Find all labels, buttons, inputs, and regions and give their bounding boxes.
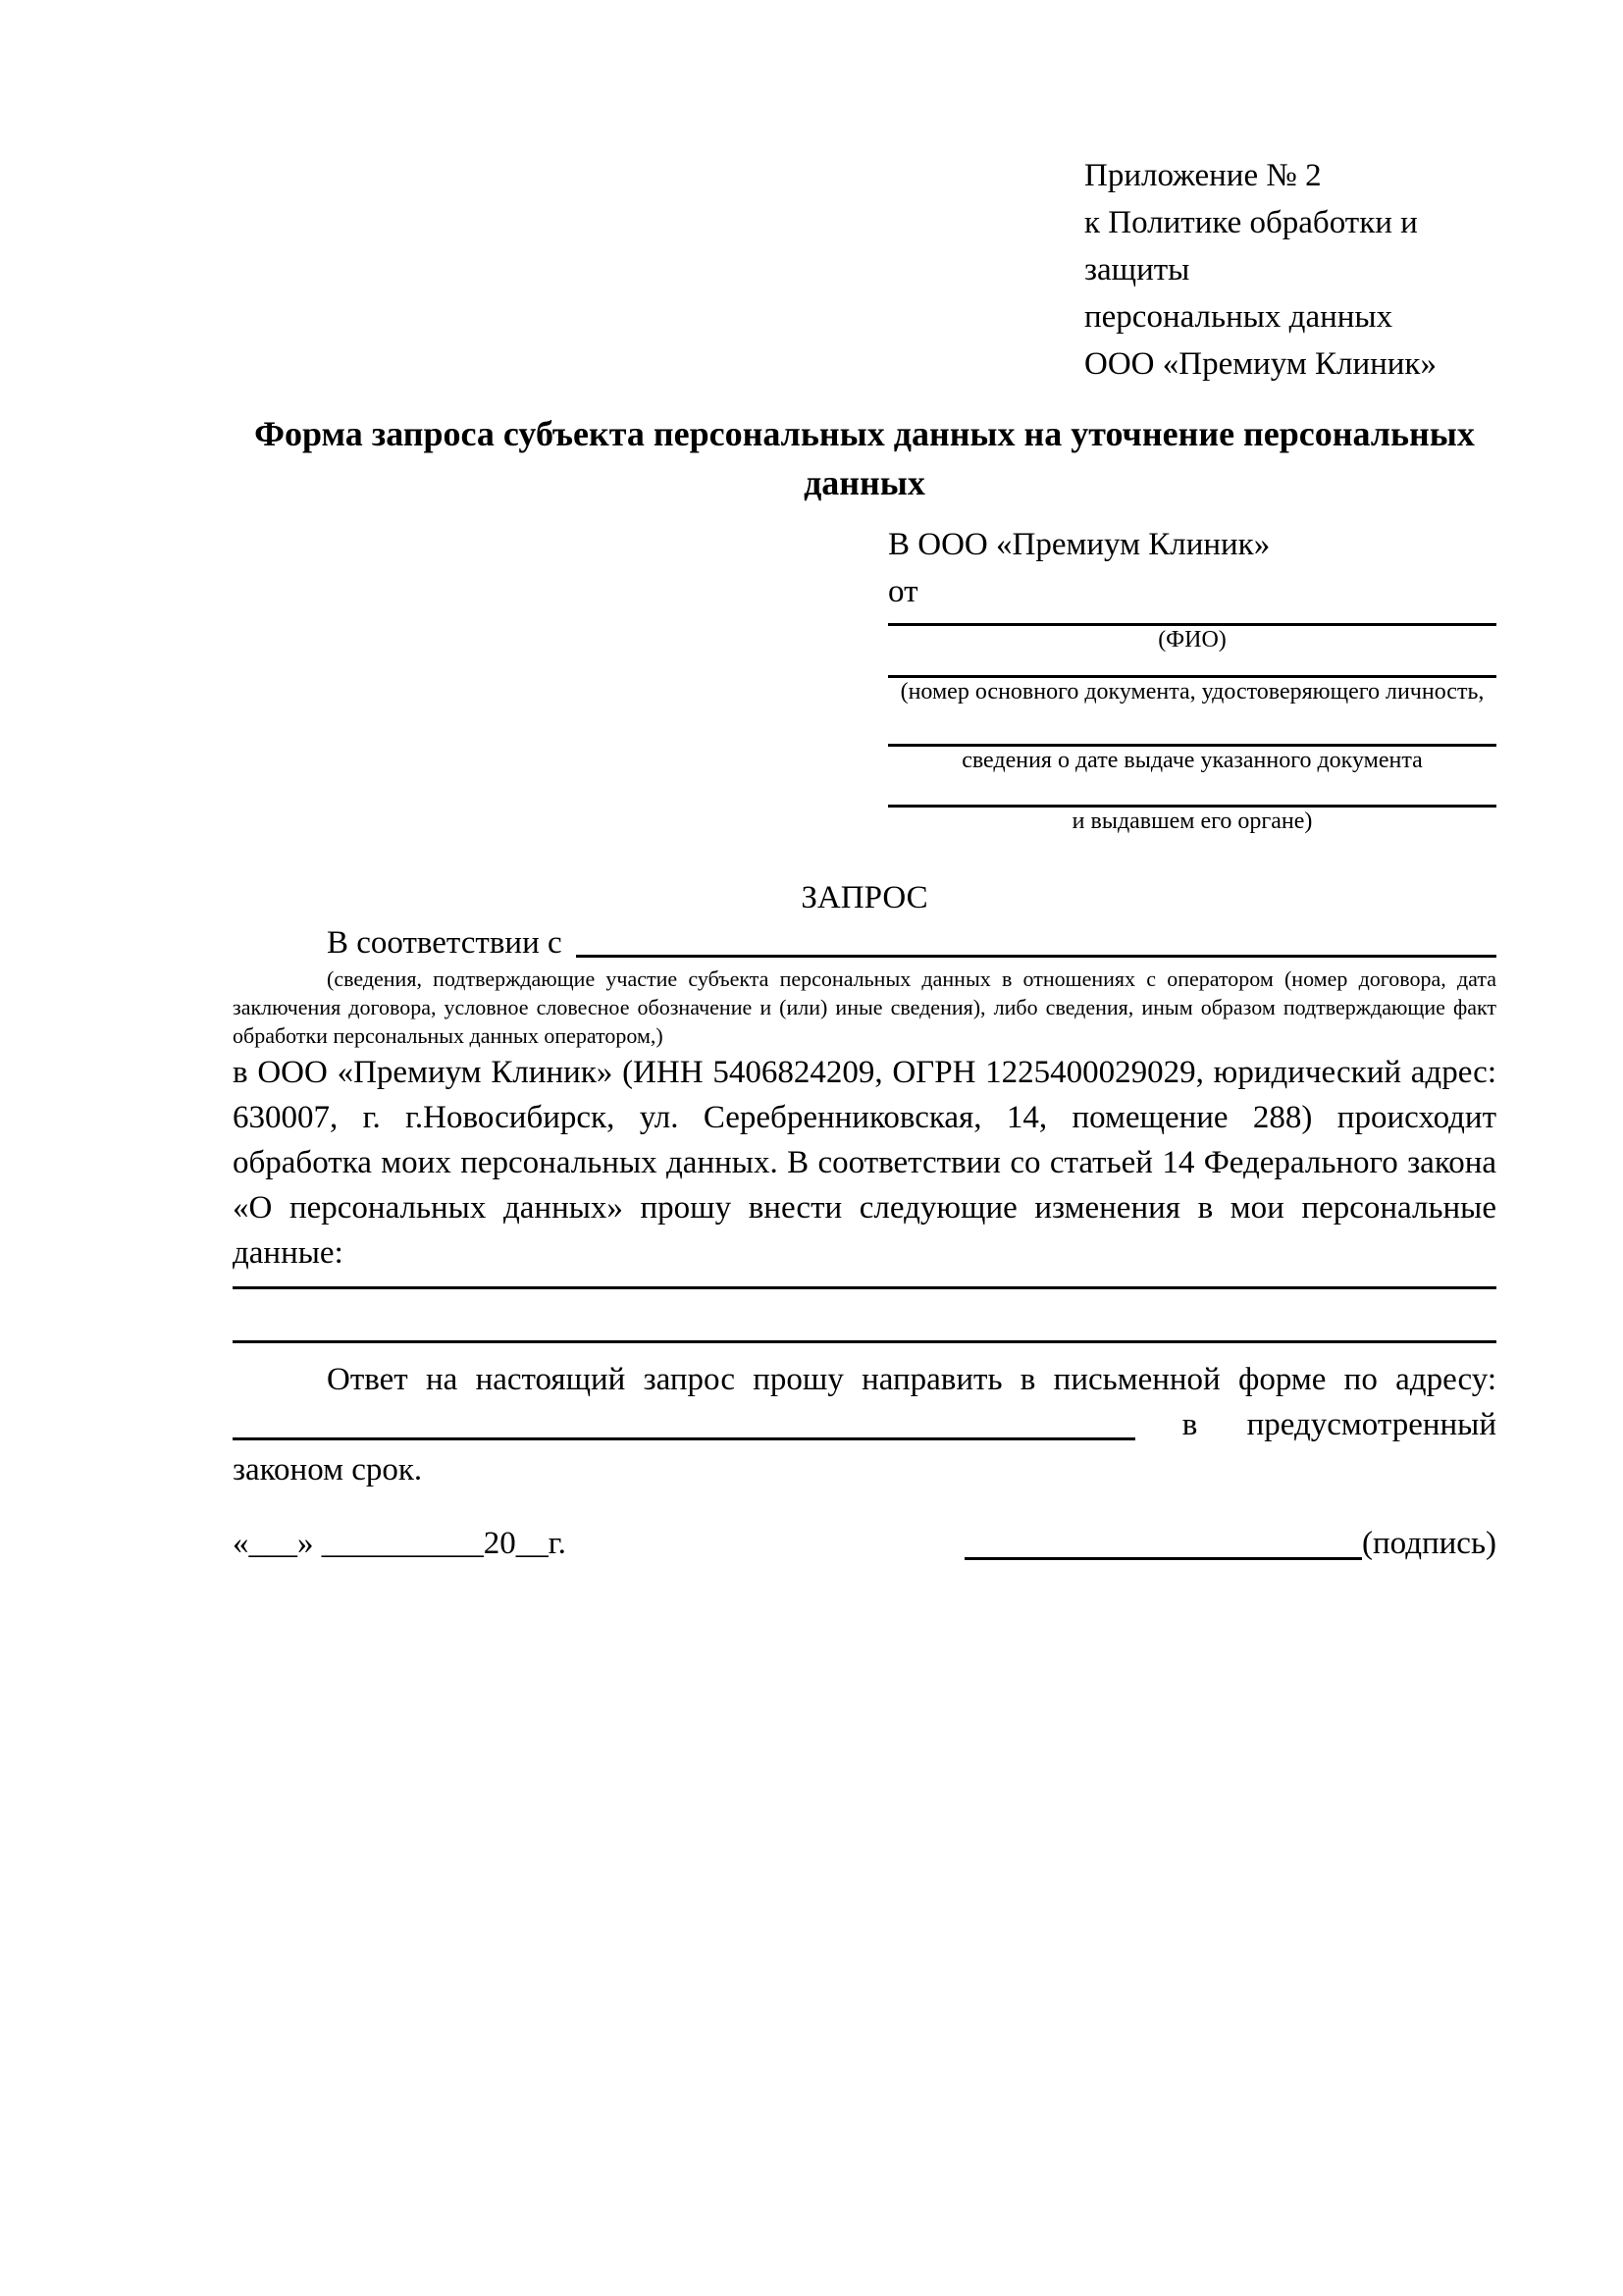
accordance-blank-line bbox=[576, 955, 1496, 958]
body-paragraph: в ООО «Премиум Клиник» (ИНН 5406824209, ОГРН 1225400029029, юридический адрес: 630007, г. г.Новосибирск, ул. Серебренниковская, 14, помещение 288) происходит обработка моих персональных данных. В соответствии со статьей 14 Федерального закона «О персональных данных» прошу внести следующие изменения в мои персональные данные: bbox=[233, 1055, 1496, 1271]
form-title: Форма запроса субъекта персональных данных на уточнение персональных данных bbox=[254, 414, 1475, 502]
doc-number-blank-line bbox=[888, 653, 1496, 678]
addressee-block bbox=[888, 521, 1496, 835]
doc-issue-date-caption: сведения о дате выдаче указанного документа bbox=[962, 748, 1423, 773]
accordance-note: (сведения, подтверждающие участие субъекта персональных данных в отношениях с оператором (номер договора, дата заключения договора, условное словесное обозначение и (или) иные сведения), либо сведения, иным образом подтверждающие факт обработки персональных данных оператором,) bbox=[233, 966, 1496, 1048]
accordance-row bbox=[233, 921, 1496, 965]
appendix-line-3: персональных данных bbox=[1084, 299, 1393, 335]
addressee-to: В ООО «Премиум Клиник» bbox=[888, 527, 1271, 562]
appendix-block bbox=[1084, 152, 1496, 388]
appendix-line-2: к Политике обработки и защиты bbox=[1084, 205, 1418, 287]
answer-line-2 bbox=[233, 1402, 1496, 1447]
doc-number-caption: (номер основного документа, удостоверяющего личность, bbox=[900, 679, 1485, 704]
signature-caption: (подпись) bbox=[1362, 1526, 1496, 1561]
answer-line-1: Ответ на настоящий запрос прошу направить в письменной форме по адресу: bbox=[327, 1362, 1496, 1397]
answer-line-3: законом срок. bbox=[233, 1452, 423, 1487]
footer-row bbox=[233, 1520, 1496, 1567]
answer-tail: в предусмотренный bbox=[1181, 1407, 1496, 1442]
address-blank-line bbox=[233, 1437, 1135, 1440]
doc-issue-date-blank-line bbox=[888, 705, 1496, 747]
doc-issuer-caption: и выдавшем его органе) bbox=[1072, 809, 1313, 834]
date-line: «___» __________20__г. bbox=[233, 1526, 566, 1561]
addressee-from: от bbox=[888, 574, 918, 609]
appendix-line-1: Приложение № 2 bbox=[1084, 158, 1322, 193]
changes-blank-line-2 bbox=[233, 1289, 1496, 1343]
signature-group bbox=[965, 1520, 1496, 1567]
fio-caption: (ФИО) bbox=[1158, 627, 1227, 652]
appendix-line-4: ООО «Премиум Клиник» bbox=[1084, 346, 1437, 382]
doc-issuer-blank-line bbox=[888, 774, 1496, 808]
request-heading: ЗАПРОС bbox=[801, 880, 928, 915]
fio-blank-line bbox=[888, 615, 1496, 626]
accordance-lead: В соответствии с bbox=[327, 925, 562, 961]
signature-blank-line bbox=[965, 1557, 1362, 1560]
